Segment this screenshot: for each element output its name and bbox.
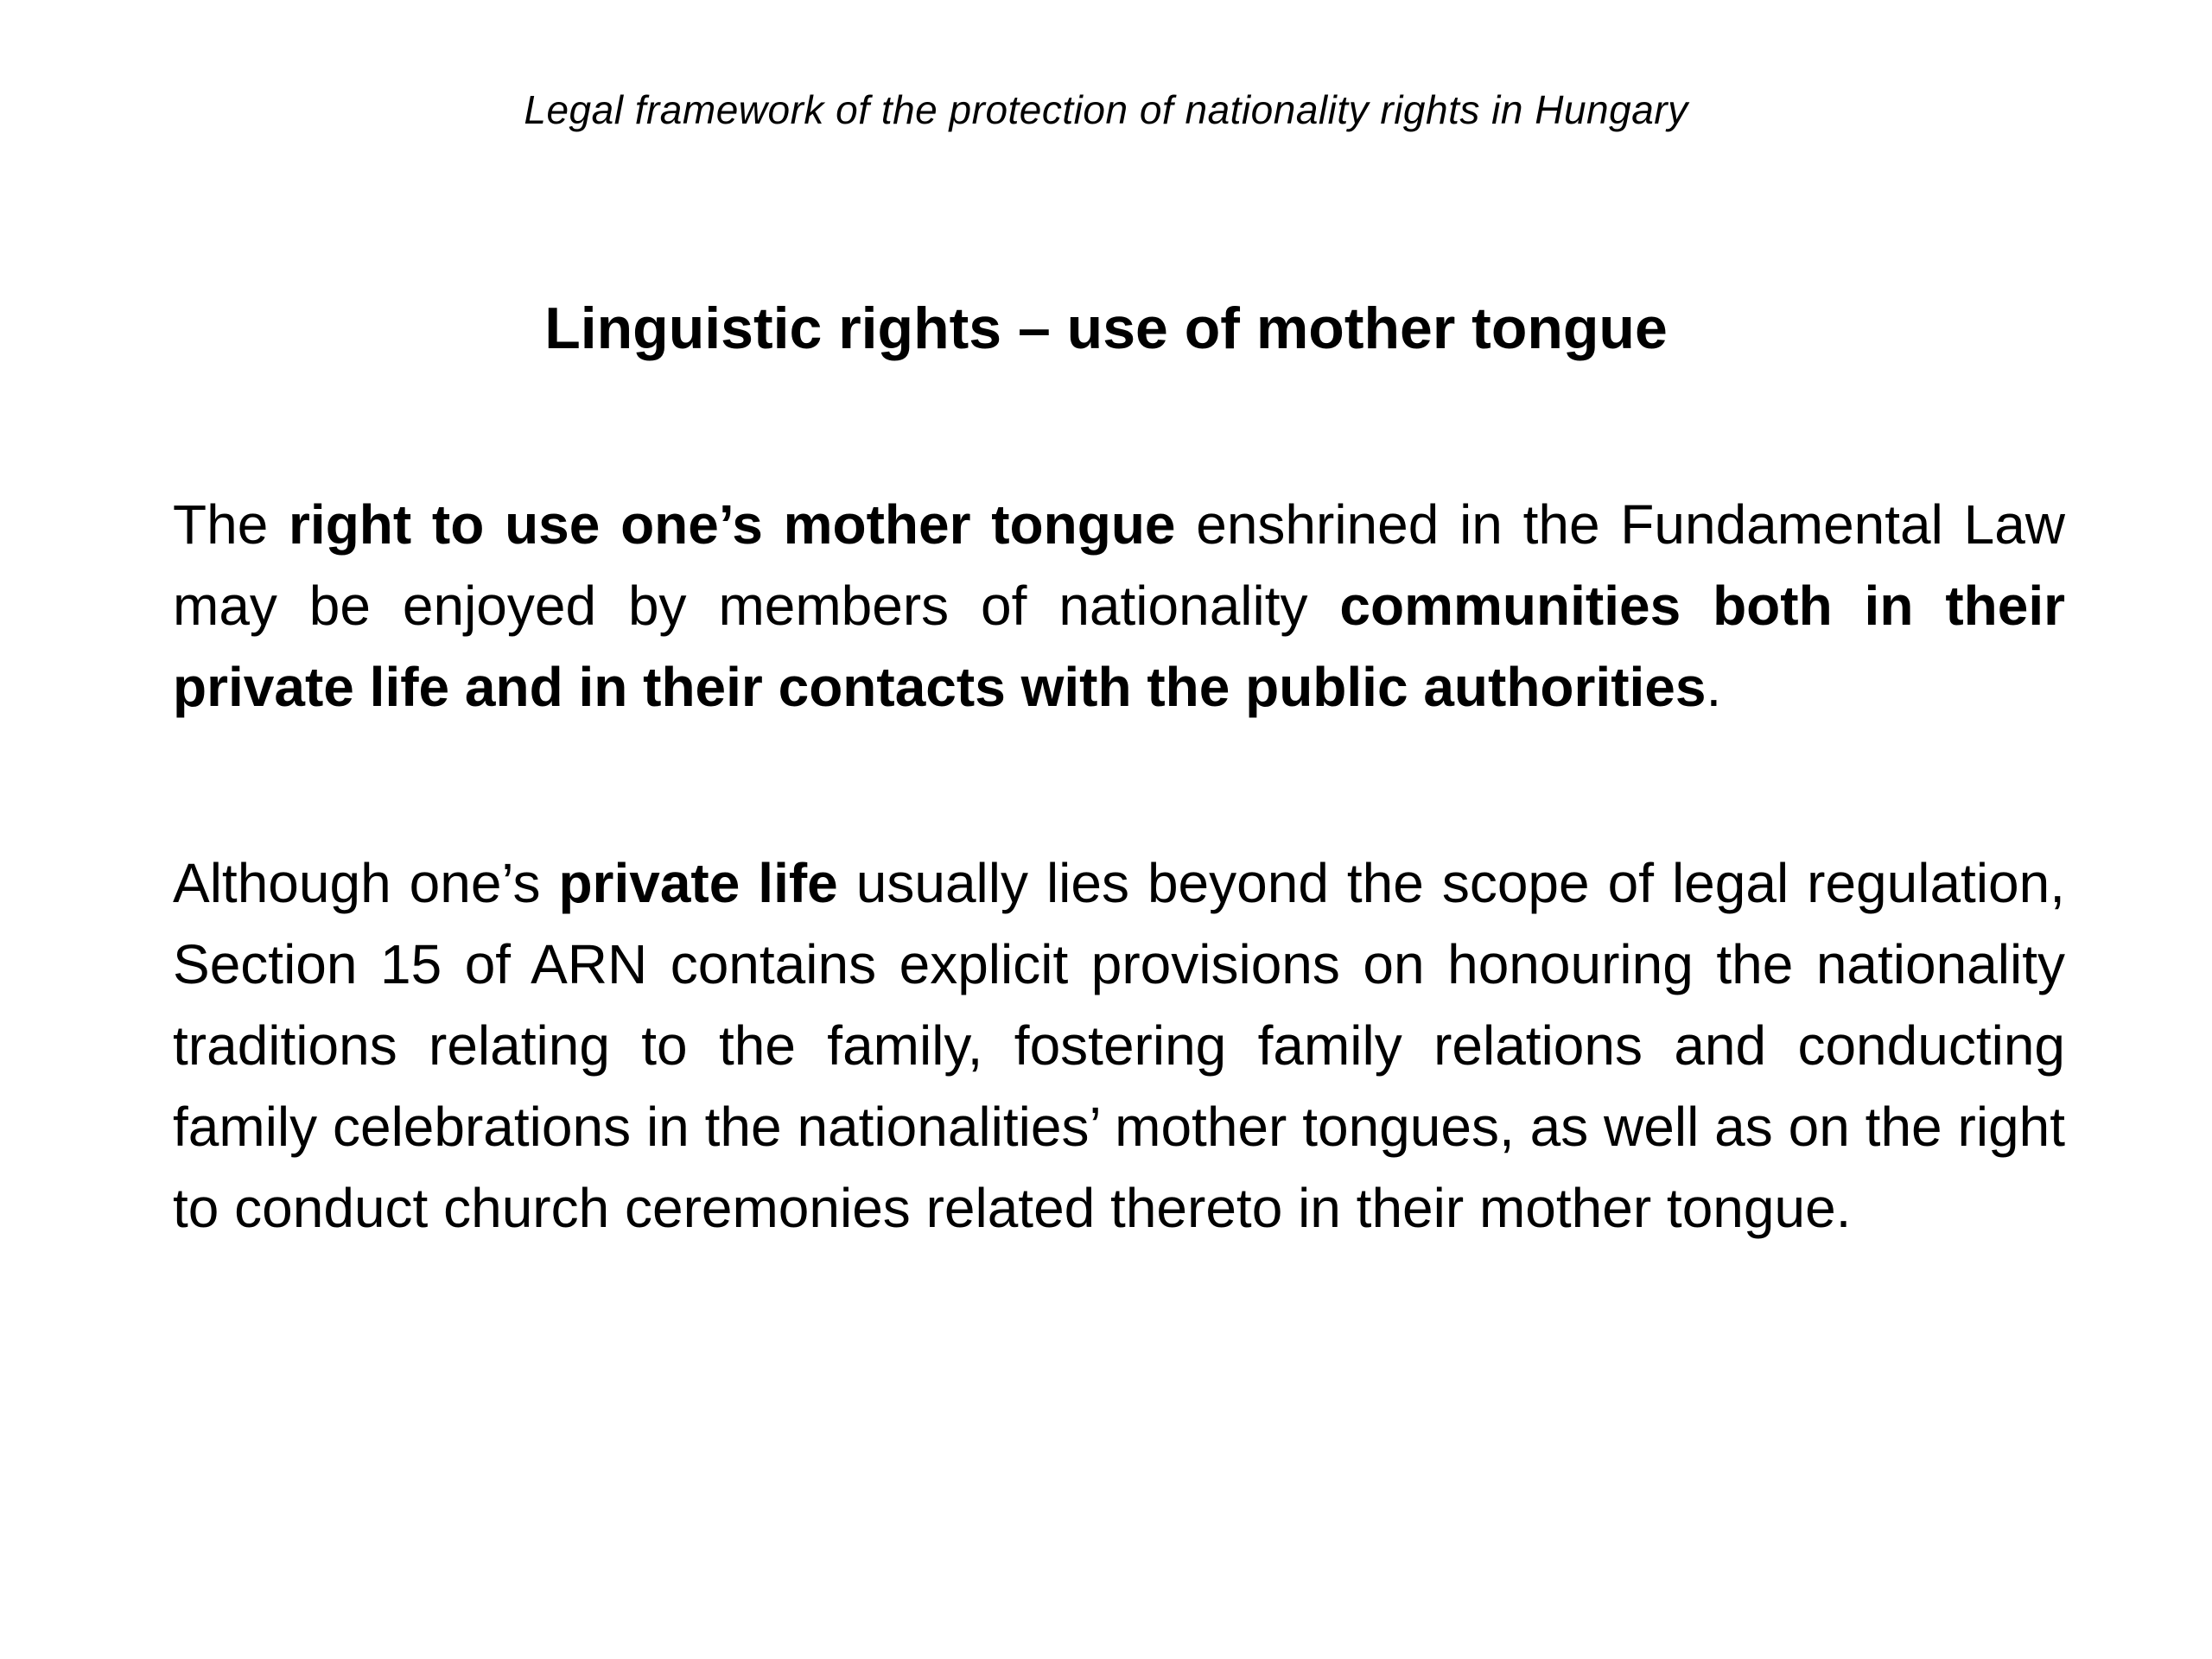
paragraph-text: The	[173, 493, 289, 556]
paragraph-text: Although one’s	[173, 852, 559, 914]
paragraph-private-life	[173, 842, 2065, 1249]
slide-title: Linguistic rights – use of mother tongue	[544, 296, 1668, 361]
paragraph-mother-tongue-right	[173, 484, 2065, 728]
paragraph-text: usually lies beyond the scope of legal regulation, Section 15 of ARN contains explicit provisions on honouring the nationality traditions relating to the family, fostering family relations and conducting family celebrations in the nationalities’ mother tongues, as well as on the right to conduct church ceremonies related thereto in their mother tongue.	[173, 852, 2066, 1239]
paragraph-text: .	[1706, 656, 1722, 718]
paragraph-bold-text: right to use one’s mother tongue	[289, 493, 1176, 556]
paragraph-bold-text: private life	[558, 852, 838, 914]
paragraph-text: enshrined in the Fundamental Law may be enjoyed by members of nationality	[173, 493, 2066, 637]
paragraph-bold-text: communities both in their private life and in their contacts with the public authorities	[173, 575, 2066, 718]
slide-header: Legal framework of the protection of nationality rights in Hungary	[524, 87, 1688, 132]
